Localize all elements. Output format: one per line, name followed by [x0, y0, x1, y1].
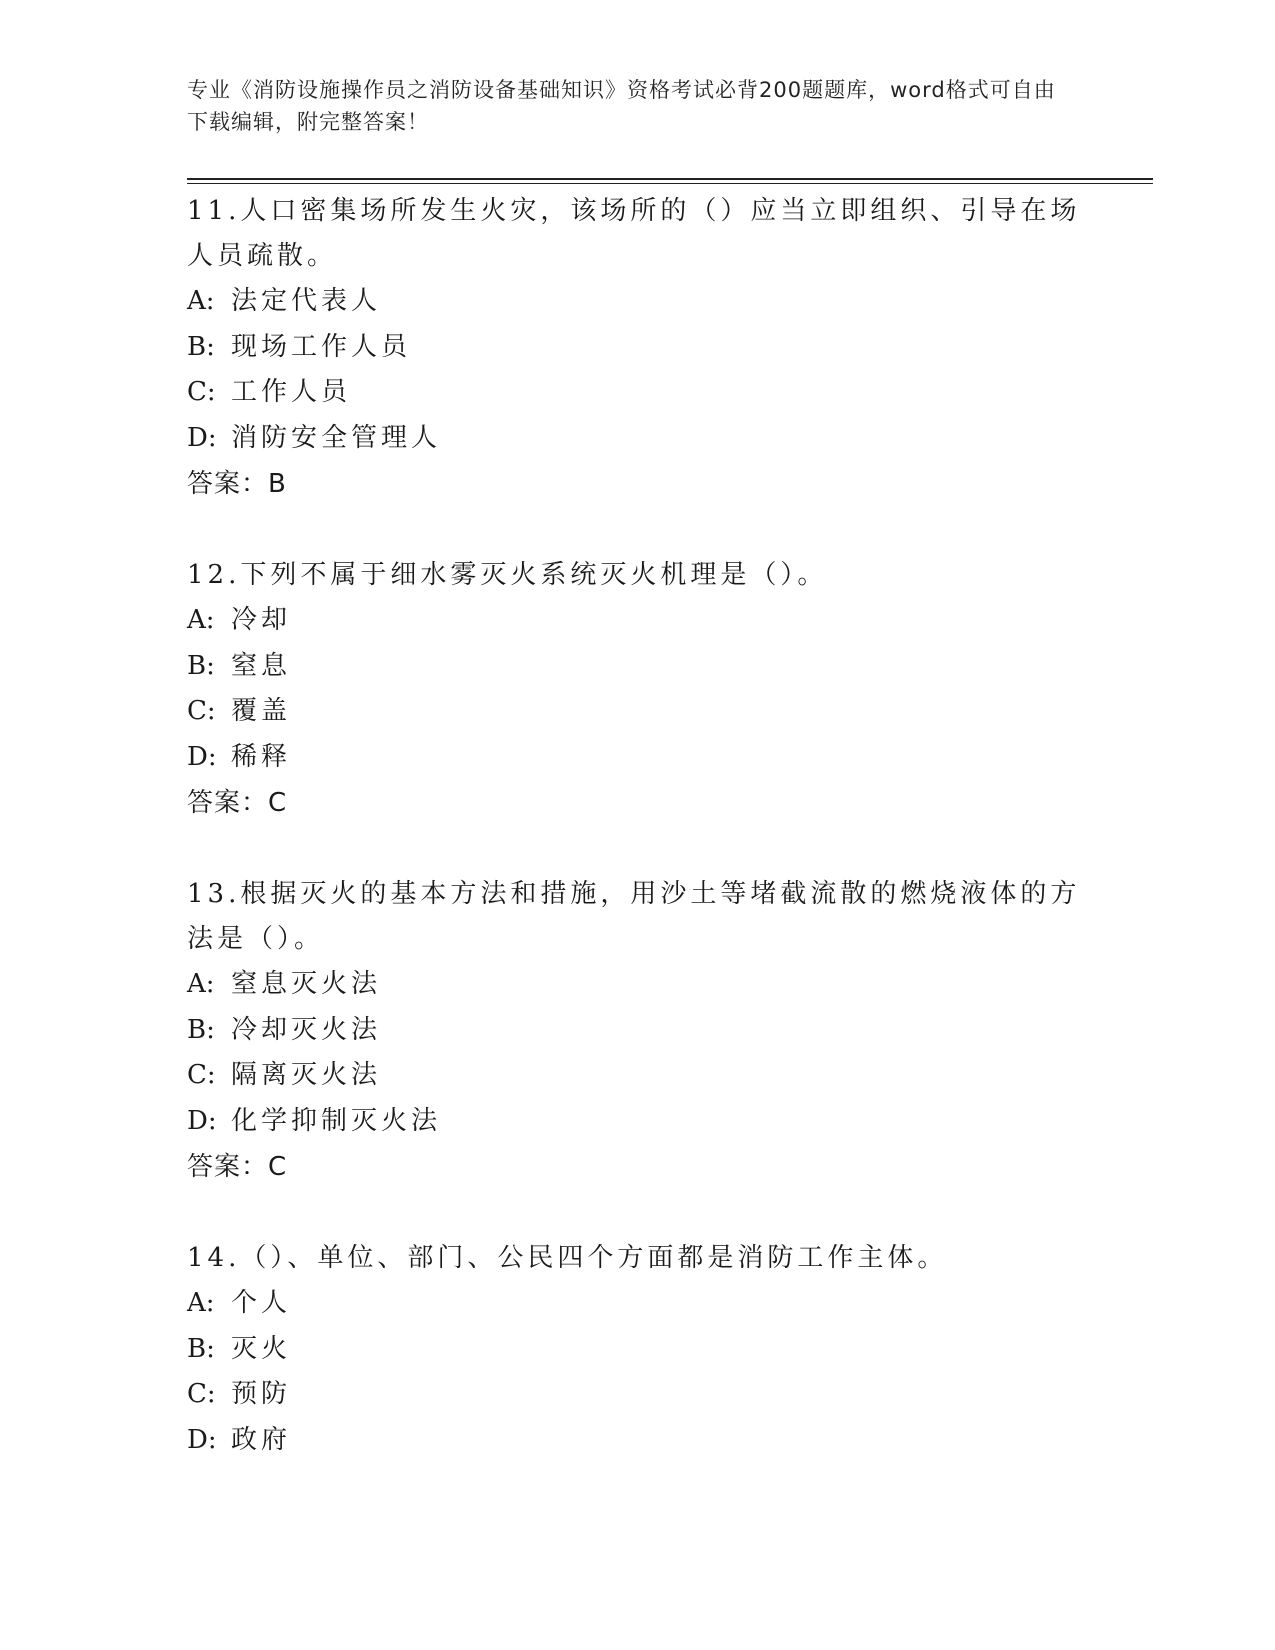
option-b [187, 1327, 1087, 1373]
question-list [187, 189, 1087, 1509]
option-key: A: [187, 1288, 215, 1318]
option-b [187, 644, 1087, 690]
option-d [187, 416, 1087, 462]
option-key: A: [187, 969, 215, 999]
option-c [187, 370, 1087, 416]
option-text: 个人 [231, 1288, 292, 1318]
option-d [187, 1418, 1087, 1464]
option-text: 预防 [231, 1379, 292, 1409]
option-key: C: [187, 696, 216, 726]
option-a [187, 598, 1087, 644]
option-text: 工作人员 [231, 377, 352, 407]
header-rule-thick [187, 178, 1153, 180]
option-key: C: [187, 1379, 216, 1409]
option-c [187, 689, 1087, 735]
option-text: 消防安全管理人 [231, 422, 442, 453]
option-key: A: [187, 605, 215, 635]
option-a [187, 962, 1087, 1008]
option-text: 法定代表人 [231, 286, 382, 316]
header-rule-thin [187, 183, 1153, 184]
question-stem: 11.人口密集场所发生火灾，该场所的（）应当立即组织、引导在场人员疏散。 [187, 196, 1081, 271]
option-text: 灭火 [231, 1333, 292, 1364]
option-text: 冷却灭火法 [231, 1014, 382, 1045]
question-stem: 12.下列不属于细水雾灭火系统灭火机理是（）。 [187, 560, 828, 590]
option-text: 稀释 [231, 741, 292, 772]
option-key: D: [187, 1424, 217, 1455]
answer-line: 答案：B [187, 469, 287, 499]
option-text: 覆盖 [231, 696, 292, 726]
option-key: A: [187, 286, 215, 316]
option-key: C: [187, 377, 216, 407]
option-text: 窒息 [231, 650, 292, 681]
option-b [187, 1008, 1087, 1054]
option-key: D: [187, 422, 217, 453]
option-text: 政府 [231, 1424, 292, 1455]
option-key: B: [187, 331, 215, 362]
option-key: B: [187, 1014, 215, 1045]
question-14 [187, 1236, 1087, 1463]
option-text: 窒息灭火法 [231, 969, 382, 999]
question-11 [187, 189, 1087, 507]
option-c [187, 1053, 1087, 1099]
document-header: 专业《消防设施操作员之消防设备基础知识》资格考试必背200题题库，word格式可自由下载编辑，附完整答案！ [187, 78, 1056, 134]
option-key: B: [187, 1333, 215, 1364]
option-key: D: [187, 1105, 217, 1136]
option-text: 化学抑制灭火法 [231, 1105, 442, 1136]
answer-line: 答案：C [187, 1152, 288, 1182]
option-b [187, 325, 1087, 371]
option-key: C: [187, 1060, 216, 1090]
question-13 [187, 872, 1087, 1190]
question-stem: 14.（）、单位、部门、公民四个方面都是消防工作主体。 [187, 1243, 948, 1273]
option-key: B: [187, 650, 215, 681]
option-a [187, 1281, 1087, 1327]
option-key: D: [187, 741, 217, 772]
option-c [187, 1372, 1087, 1418]
option-text: 冷却 [231, 605, 292, 635]
option-text: 隔离灭火法 [231, 1060, 382, 1090]
option-d [187, 1099, 1087, 1145]
option-d [187, 735, 1087, 781]
question-stem: 13.根据灭火的基本方法和措施，用沙土等堵截流散的燃烧液体的方法是（）。 [187, 879, 1081, 954]
answer-line: 答案：C [187, 788, 288, 818]
option-a [187, 279, 1087, 325]
question-12 [187, 553, 1087, 826]
option-text: 现场工作人员 [231, 331, 412, 362]
